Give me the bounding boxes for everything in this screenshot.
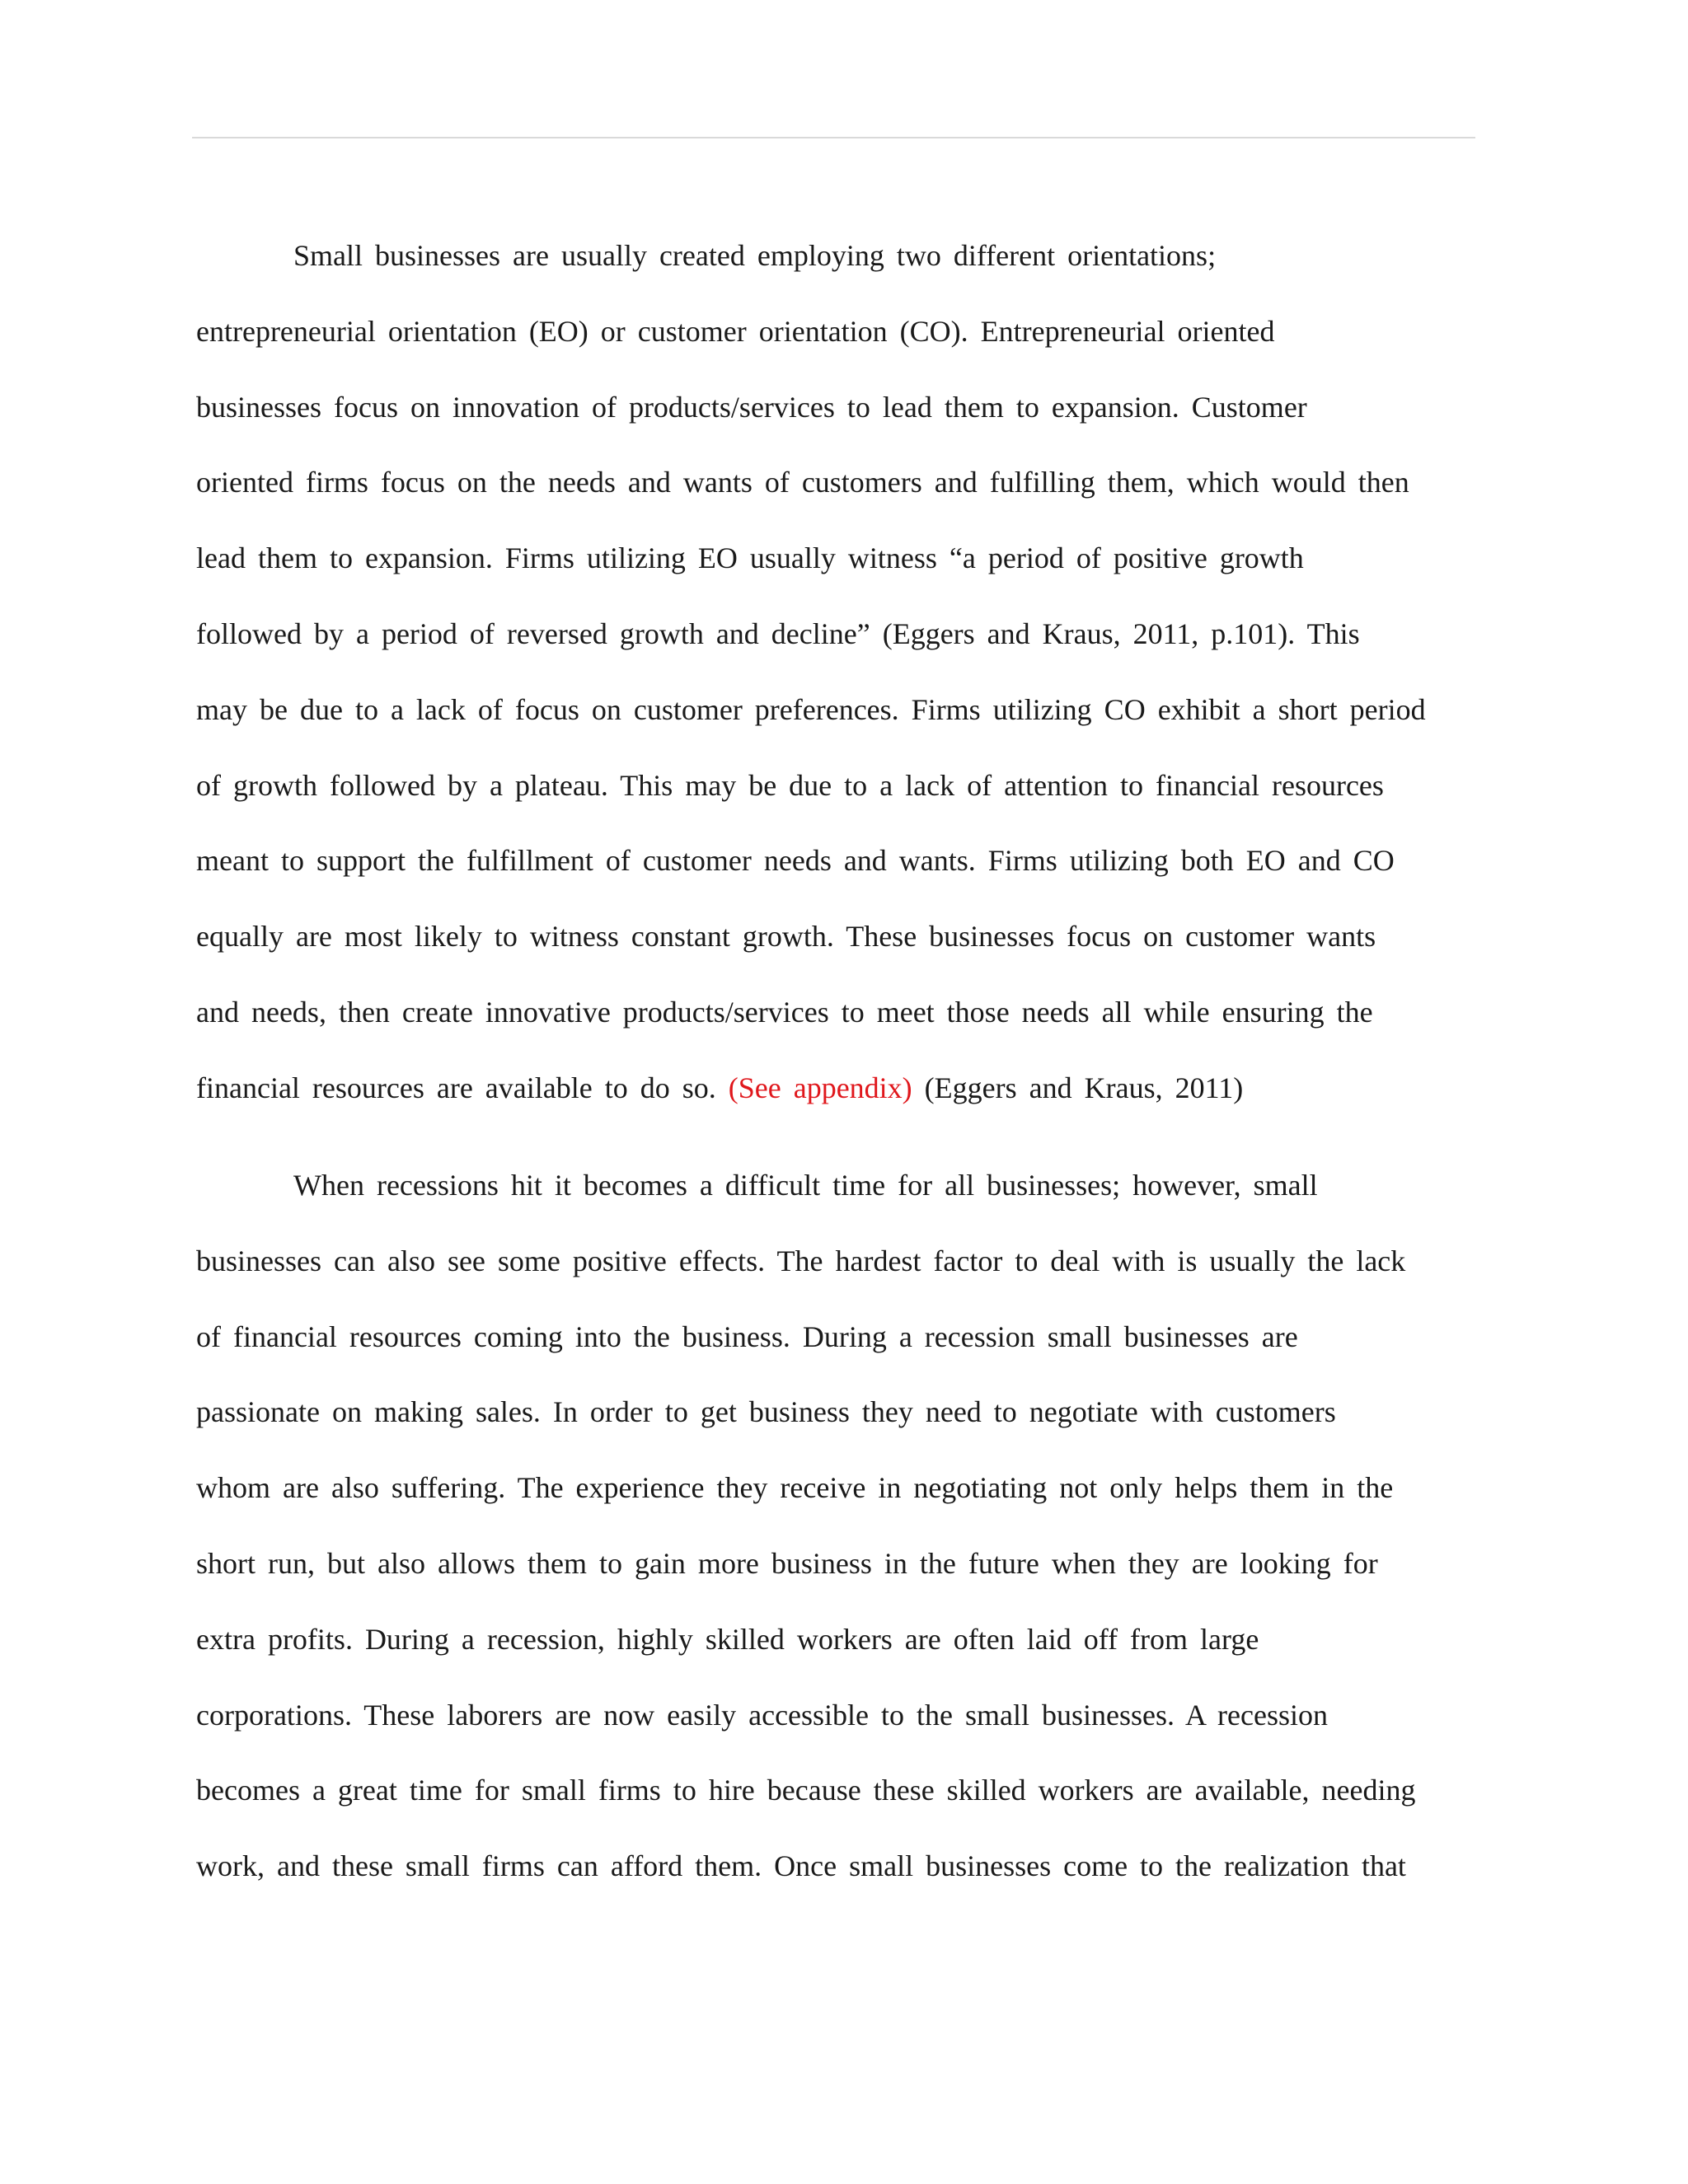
paragraph-line: lead them to expansion. Firms utilizing EO usually witness “a period of positive growth <box>196 541 1304 575</box>
paragraph-line: may be due to a lack of focus on customer preferences. Firms utilizing CO exhibit a short period <box>196 692 1426 726</box>
paragraph-line: passionate on making sales. In order to get business they need to negotiate with customers <box>196 1395 1336 1429</box>
header-rule <box>192 137 1475 138</box>
paragraph-line: equally are most likely to witness constant growth. These businesses focus on customer wants <box>196 920 1376 954</box>
paragraph-line: businesses can also see some positive effects. The hardest factor to deal with is usually the lack <box>196 1244 1406 1277</box>
appendix-reference-link[interactable]: (See appendix) <box>728 1071 912 1104</box>
paragraph-line: When recessions hit it becomes a difficult time for all businesses; however, small <box>293 1169 1318 1202</box>
paragraph-line: meant to support the fulfillment of customer needs and wants. Firms utilizing both EO and CO <box>196 844 1395 878</box>
paragraph-line: businesses focus on innovation of products/services to lead them to expansion. Customer <box>196 390 1307 424</box>
paragraph-line: and needs, then create innovative products/services to meet those needs all while ensuring the <box>196 995 1373 1029</box>
paragraph-line: of growth followed by a plateau. This may be due to a lack of attention to financial resources <box>196 768 1384 802</box>
citation-text: (Eggers and Kraus, 2011) <box>912 1071 1244 1104</box>
paragraph-line: Small businesses are usually created employing two different orientations; <box>293 239 1217 272</box>
paragraph-line: of financial resources coming into the business. During a recession small businesses are <box>196 1319 1298 1353</box>
paragraph-line: corporations. These laborers are now easily accessible to the small businesses. A recession <box>196 1698 1328 1732</box>
paragraph-line: becomes a great time for small firms to hire because these skilled workers are available, needing <box>196 1774 1416 1807</box>
paragraph-line-last <box>196 1067 1482 1143</box>
paragraph-line: extra profits. During a recession, highly skilled workers are often laid off from large <box>196 1622 1259 1656</box>
last-line-text: financial resources are available to do so. <box>196 1071 729 1104</box>
paragraph-line: entrepreneurial orientation (EO) or customer orientation (CO). Entrepreneurial oriented <box>196 314 1275 348</box>
paragraph-line: short run, but also allows them to gain more business in the future when they are looking for <box>196 1546 1378 1580</box>
paragraph-recessions <box>196 1165 1482 1921</box>
paragraph-orientations <box>196 235 1482 1143</box>
paragraph-line: followed by a period of reversed growth and decline” (Eggers and Kraus, 2011, p.101). This <box>196 616 1360 650</box>
paragraph-line: oriented firms focus on the needs and wants of customers and fulfilling them, which would then <box>196 466 1409 499</box>
paragraph-line: work, and these small firms can afford them. Once small businesses come to the realization that <box>196 1849 1406 1883</box>
paragraph-line: whom are also suffering. The experience they receive in negotiating not only helps them in the <box>196 1471 1394 1505</box>
